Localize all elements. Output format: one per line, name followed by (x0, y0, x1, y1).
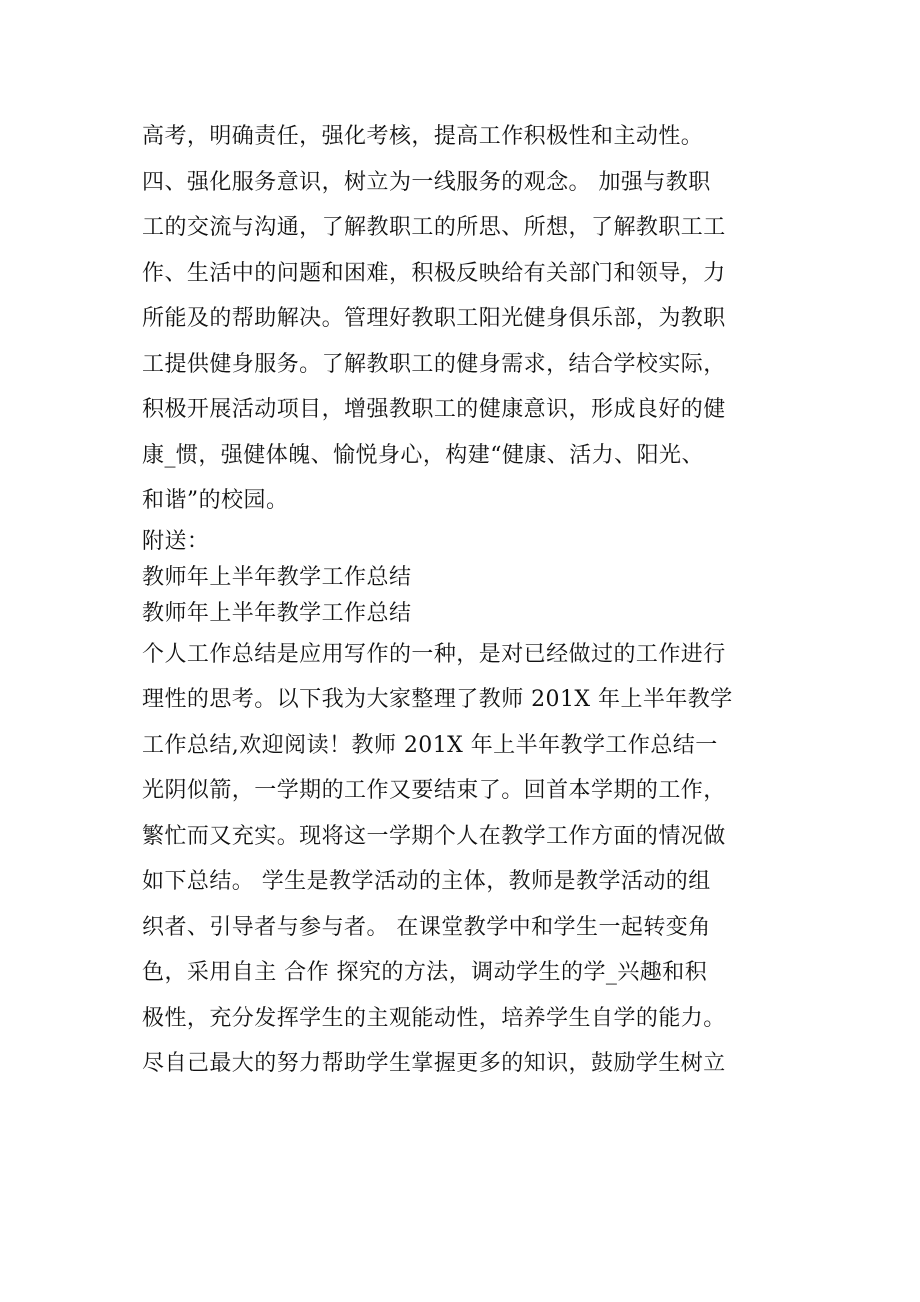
text-line: 和谐”的校园。 (142, 488, 289, 513)
text-line: 繁忙而又充实。现将这一学期个人在教学工作方面的情况做 (142, 823, 726, 849)
text-line: 康_惯，强健体魄、愉悦身心，构建“健康、活力、阳光、 (142, 442, 704, 468)
section-title: 教师年上半年教学工作总结 (142, 564, 412, 590)
text-line: 工的交流与沟通，了解教职工的所思、所想，了解教职工工 (142, 215, 726, 240)
text-line: 作、生活中的问题和困难，积极反映给有关部门和领导，力 (142, 260, 726, 286)
text-line: 织者、引导者与参与者。 在课堂教学中和学生一起转变角 (142, 914, 711, 940)
text-line: 工作总结,欢迎阅读！教师 201X 年上半年教学工作总结一 (142, 732, 718, 758)
body-text (142, 114, 802, 1087)
text-line: 如下总结。 学生是教学活动的主体，教师是教学活动的组 (142, 869, 711, 894)
text-line: 四、强化服务意识，树立为一线服务的观念。 加强与教职 (142, 169, 711, 195)
attachment-label: 附送： (142, 528, 210, 554)
text-line: 积极开展活动项目，增强教职工的健康意识，形成良好的健 (142, 397, 726, 422)
section-title: 教师年上半年教学工作总结 (142, 600, 412, 626)
text-line: 色，采用自主 合作 探究的方法，调动学生的学_兴趣和积 (142, 960, 708, 985)
text-line: 所能及的帮助解决。管理好教职工阳光健身俱乐部，为教职 (142, 306, 726, 331)
text-line: 高考，明确责任，强化考核，提高工作积极性和主动性。 (142, 124, 704, 149)
text-line: 工提供健身服务。了解教职工的健身需求，结合学校实际， (142, 351, 726, 377)
text-line: 尽自己最大的努力帮助学生掌握更多的知识，鼓励学生树立 (142, 1051, 726, 1076)
text-line: 极性，充分发挥学生的主观能动性，培养学生自学的能力。 (142, 1005, 726, 1031)
text-line: 光阴似箭，一学期的工作又要结束了。回首本学期的工作， (142, 778, 726, 803)
text-line: 理性的思考。以下我为大家整理了教师 201X 年上半年教学 (142, 687, 733, 712)
text-line: 个人工作总结是应用写作的一种，是对已经做过的工作进行 (142, 641, 726, 667)
